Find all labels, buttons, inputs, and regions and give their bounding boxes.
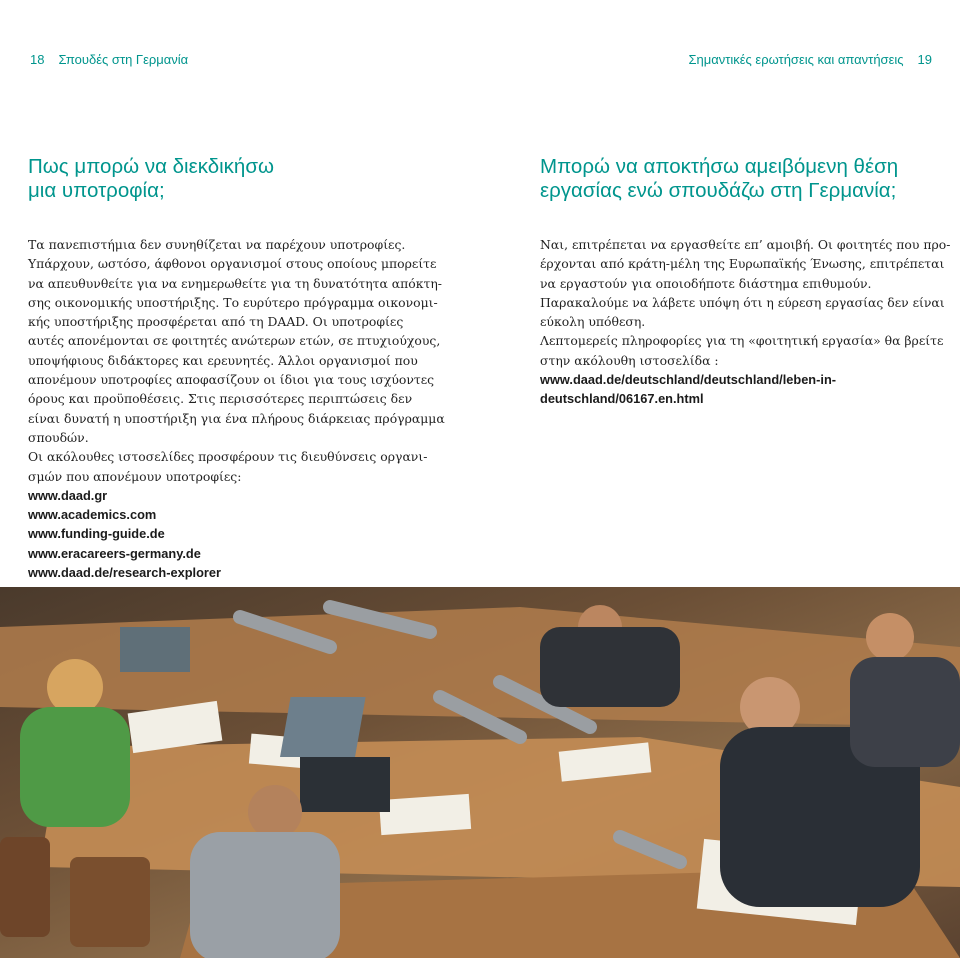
text-line: σης οικονομικής υποστήριξης. Το ευρύτερο πρόγραμμα οικονομι- bbox=[28, 294, 438, 310]
text-line: Υπάρχουν, ωστόσο, άφθονοι οργανισμοί στους οποίους μπορείτε bbox=[28, 256, 437, 272]
text-line: στην ακόλουθη ιστοσελίδα : bbox=[540, 352, 719, 368]
library-students-photo bbox=[0, 587, 960, 958]
section-title-line: Μπορώ να αποκτήσω αμειβόμενη θέση bbox=[540, 155, 899, 178]
section-title-line: μια υποτροφία; bbox=[28, 178, 165, 202]
link-daad-gr[interactable]: www.daad.gr bbox=[28, 487, 108, 503]
text-line: Οι ακόλουθες ιστοσελίδες προσφέρουν τις διευθύνσεις οργανι- bbox=[28, 449, 428, 465]
text-line: να εργαστούν για οποιοδήποτε διάστημα επιθυμούν. bbox=[540, 275, 872, 291]
link-research-explorer[interactable]: www.daad.de/research-explorer bbox=[28, 565, 221, 581]
link-line: www.daad.de/deutschland/deutschland/leben-in- bbox=[540, 372, 837, 388]
link-student-work[interactable] bbox=[540, 370, 940, 409]
page-number-right: 19 bbox=[917, 52, 932, 67]
section-title-scholarship bbox=[28, 155, 274, 202]
left-body-text bbox=[28, 235, 445, 582]
text-line: αυτές απονέμονται σε φοιτητές ανώτερων ετών, σε πτυχιούχους, bbox=[28, 333, 441, 349]
text-line: να απευθυνθείτε για να ενημερωθείτε για τη δυνατότητα απόκτη- bbox=[28, 275, 442, 291]
text-line: απονέμουν υποτροφίες αποφασίζουν οι ίδιοι για τους ισχύοντες bbox=[28, 372, 435, 388]
link-funding-guide[interactable]: www.funding-guide.de bbox=[28, 526, 165, 542]
text-line: έρχονται από κράτη-μέλη της Ευρωπαϊκής Ένωσης, επιτρέπεται bbox=[540, 256, 945, 272]
text-line: σπουδών. bbox=[28, 429, 89, 445]
link-academics[interactable]: www.academics.com bbox=[28, 507, 157, 523]
text-line: υποψήφιους διδάκτορες και ερευνητές. Άλλοι οργανισμοί που bbox=[28, 352, 418, 368]
text-line: κής υποστήριξης προσφέρεται από τη DAAD. Οι υποτροφίες bbox=[28, 314, 404, 330]
right-body-text bbox=[540, 235, 951, 409]
section-title-line: εργασίας ενώ σπουδάζω στη Γερμανία; bbox=[540, 178, 897, 202]
text-line: Παρακαλούμε να λάβετε υπόψη ότι η εύρεση εργασίας δεν είναι bbox=[540, 294, 945, 310]
link-eracareers[interactable]: www.eracareers-germany.de bbox=[28, 545, 201, 561]
text-line: είναι δυνατή η υποστήριξη για ένα πλήρους διάρκειας πρόγραμμα bbox=[28, 410, 445, 426]
text-line: Τα πανεπιστήμια δεν συνηθίζεται να παρέχουν υποτροφίες. bbox=[28, 237, 406, 252]
page-header-left bbox=[30, 52, 188, 67]
text-line: εύκολη υπόθεση. bbox=[540, 314, 646, 330]
section-title-work bbox=[540, 155, 898, 202]
photo-illustration bbox=[0, 587, 960, 958]
text-line: σμών που απονέμουν υποτροφίες: bbox=[28, 468, 242, 484]
running-title-left: Σπουδές στη Γερμανία bbox=[58, 52, 189, 67]
link-line: deutschland/06167.en.html bbox=[540, 391, 704, 407]
text-line: Ναι, επιτρέπεται να εργασθείτε επ’ αμοιβή. Οι φοιτητές που προ- bbox=[540, 237, 951, 252]
text-line: όρους και προϋποθέσεις. Στις περισσότερες περιπτώσεις δεν bbox=[28, 391, 413, 407]
running-title-right: Σημαντικές ερωτήσεις και απαντήσεις bbox=[688, 52, 904, 67]
page-header-right bbox=[688, 52, 932, 67]
page-number-left: 18 bbox=[30, 52, 45, 67]
section-title-line: Πως μπορώ να διεκδικήσω bbox=[28, 155, 274, 178]
text-line: Λεπτομερείς πληροφορίες για τη «φοιτητική εργασία» θα βρείτε bbox=[540, 333, 944, 349]
